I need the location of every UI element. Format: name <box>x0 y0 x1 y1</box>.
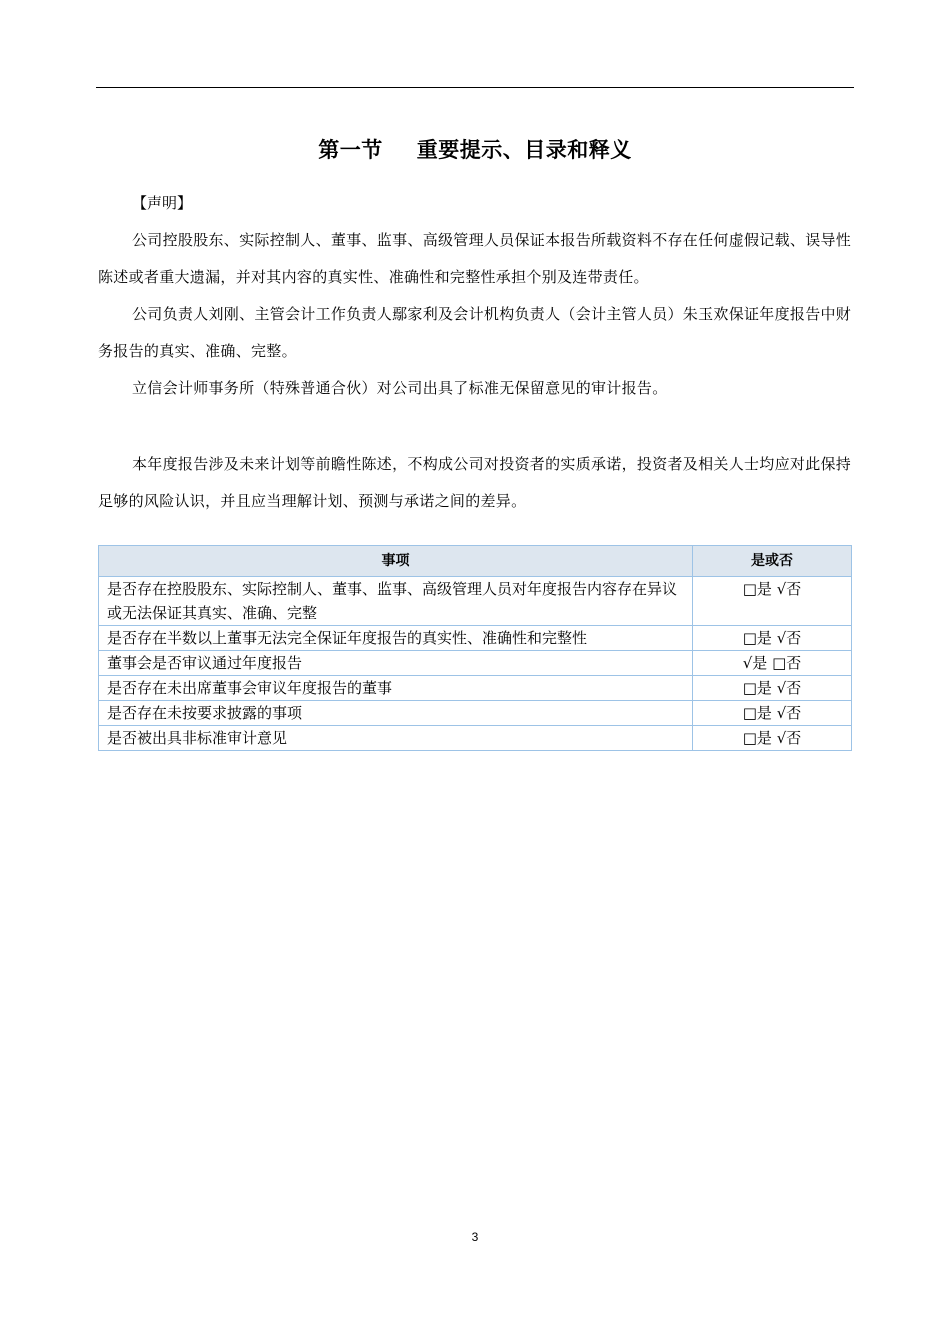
row-item: 是否被出具非标准审计意见 <box>99 726 693 751</box>
section-title <box>0 134 950 164</box>
matters-table <box>98 545 852 751</box>
row-answer: □是 √否 <box>693 726 852 751</box>
declaration-paragraph-2: 公司负责人刘刚、主管会计工作负责人鄢家利及会计机构负责人（会计主管人员）朱玉欢保证年度报告中财务报告的真实、准确、完整。 <box>98 305 852 360</box>
forward-looking-paragraph: 本年度报告涉及未来计划等前瞻性陈述，不构成公司对投资者的实质承诺，投资者及相关人士均应对此保持足够的风险认识，并且应当理解计划、预测与承诺之间的差异。 <box>98 455 852 510</box>
declaration-paragraph-3: 立信会计师事务所（特殊普通合伙）对公司出具了标准无保留意见的审计报告。 <box>132 379 668 397</box>
section-number: 第一节 <box>318 138 383 162</box>
row-item: 是否存在控股股东、实际控制人、董事、监事、高级管理人员对年度报告内容存在异议或无法保证其真实、准确、完整 <box>99 577 693 626</box>
row-answer: □是 √否 <box>693 676 852 701</box>
table-row <box>99 577 852 626</box>
declaration-paragraph-1: 公司控股股东、实际控制人、董事、监事、高级管理人员保证本报告所载资料不存在任何虚假记载、误导性陈述或者重大遗漏，并对其内容的真实性、准确性和完整性承担个别及连带责任。 <box>98 231 852 286</box>
page-number: 3 <box>471 1230 479 1244</box>
table-row <box>99 726 852 751</box>
column-header-matter: 事项 <box>99 546 693 577</box>
row-item: 是否存在未出席董事会审议年度报告的董事 <box>99 676 693 701</box>
row-item: 是否存在半数以上董事无法完全保证年度报告的真实性、准确性和完整性 <box>99 626 693 651</box>
row-answer: □是 √否 <box>693 626 852 651</box>
section-heading: 重要提示、目录和释义 <box>416 138 632 162</box>
table-row <box>99 701 852 726</box>
table-row <box>99 676 852 701</box>
header-rule <box>96 87 854 88</box>
table-row <box>99 626 852 651</box>
row-answer: □是 √否 <box>693 577 852 626</box>
row-answer: √是 □否 <box>693 651 852 676</box>
declaration-label: 【声明】 <box>132 194 193 212</box>
column-header-yes-no: 是或否 <box>693 546 852 577</box>
table-header-row <box>99 546 852 577</box>
row-item: 是否存在未按要求披露的事项 <box>99 701 693 726</box>
row-answer: □是 √否 <box>693 701 852 726</box>
row-item: 董事会是否审议通过年度报告 <box>99 651 693 676</box>
table-row <box>99 651 852 676</box>
